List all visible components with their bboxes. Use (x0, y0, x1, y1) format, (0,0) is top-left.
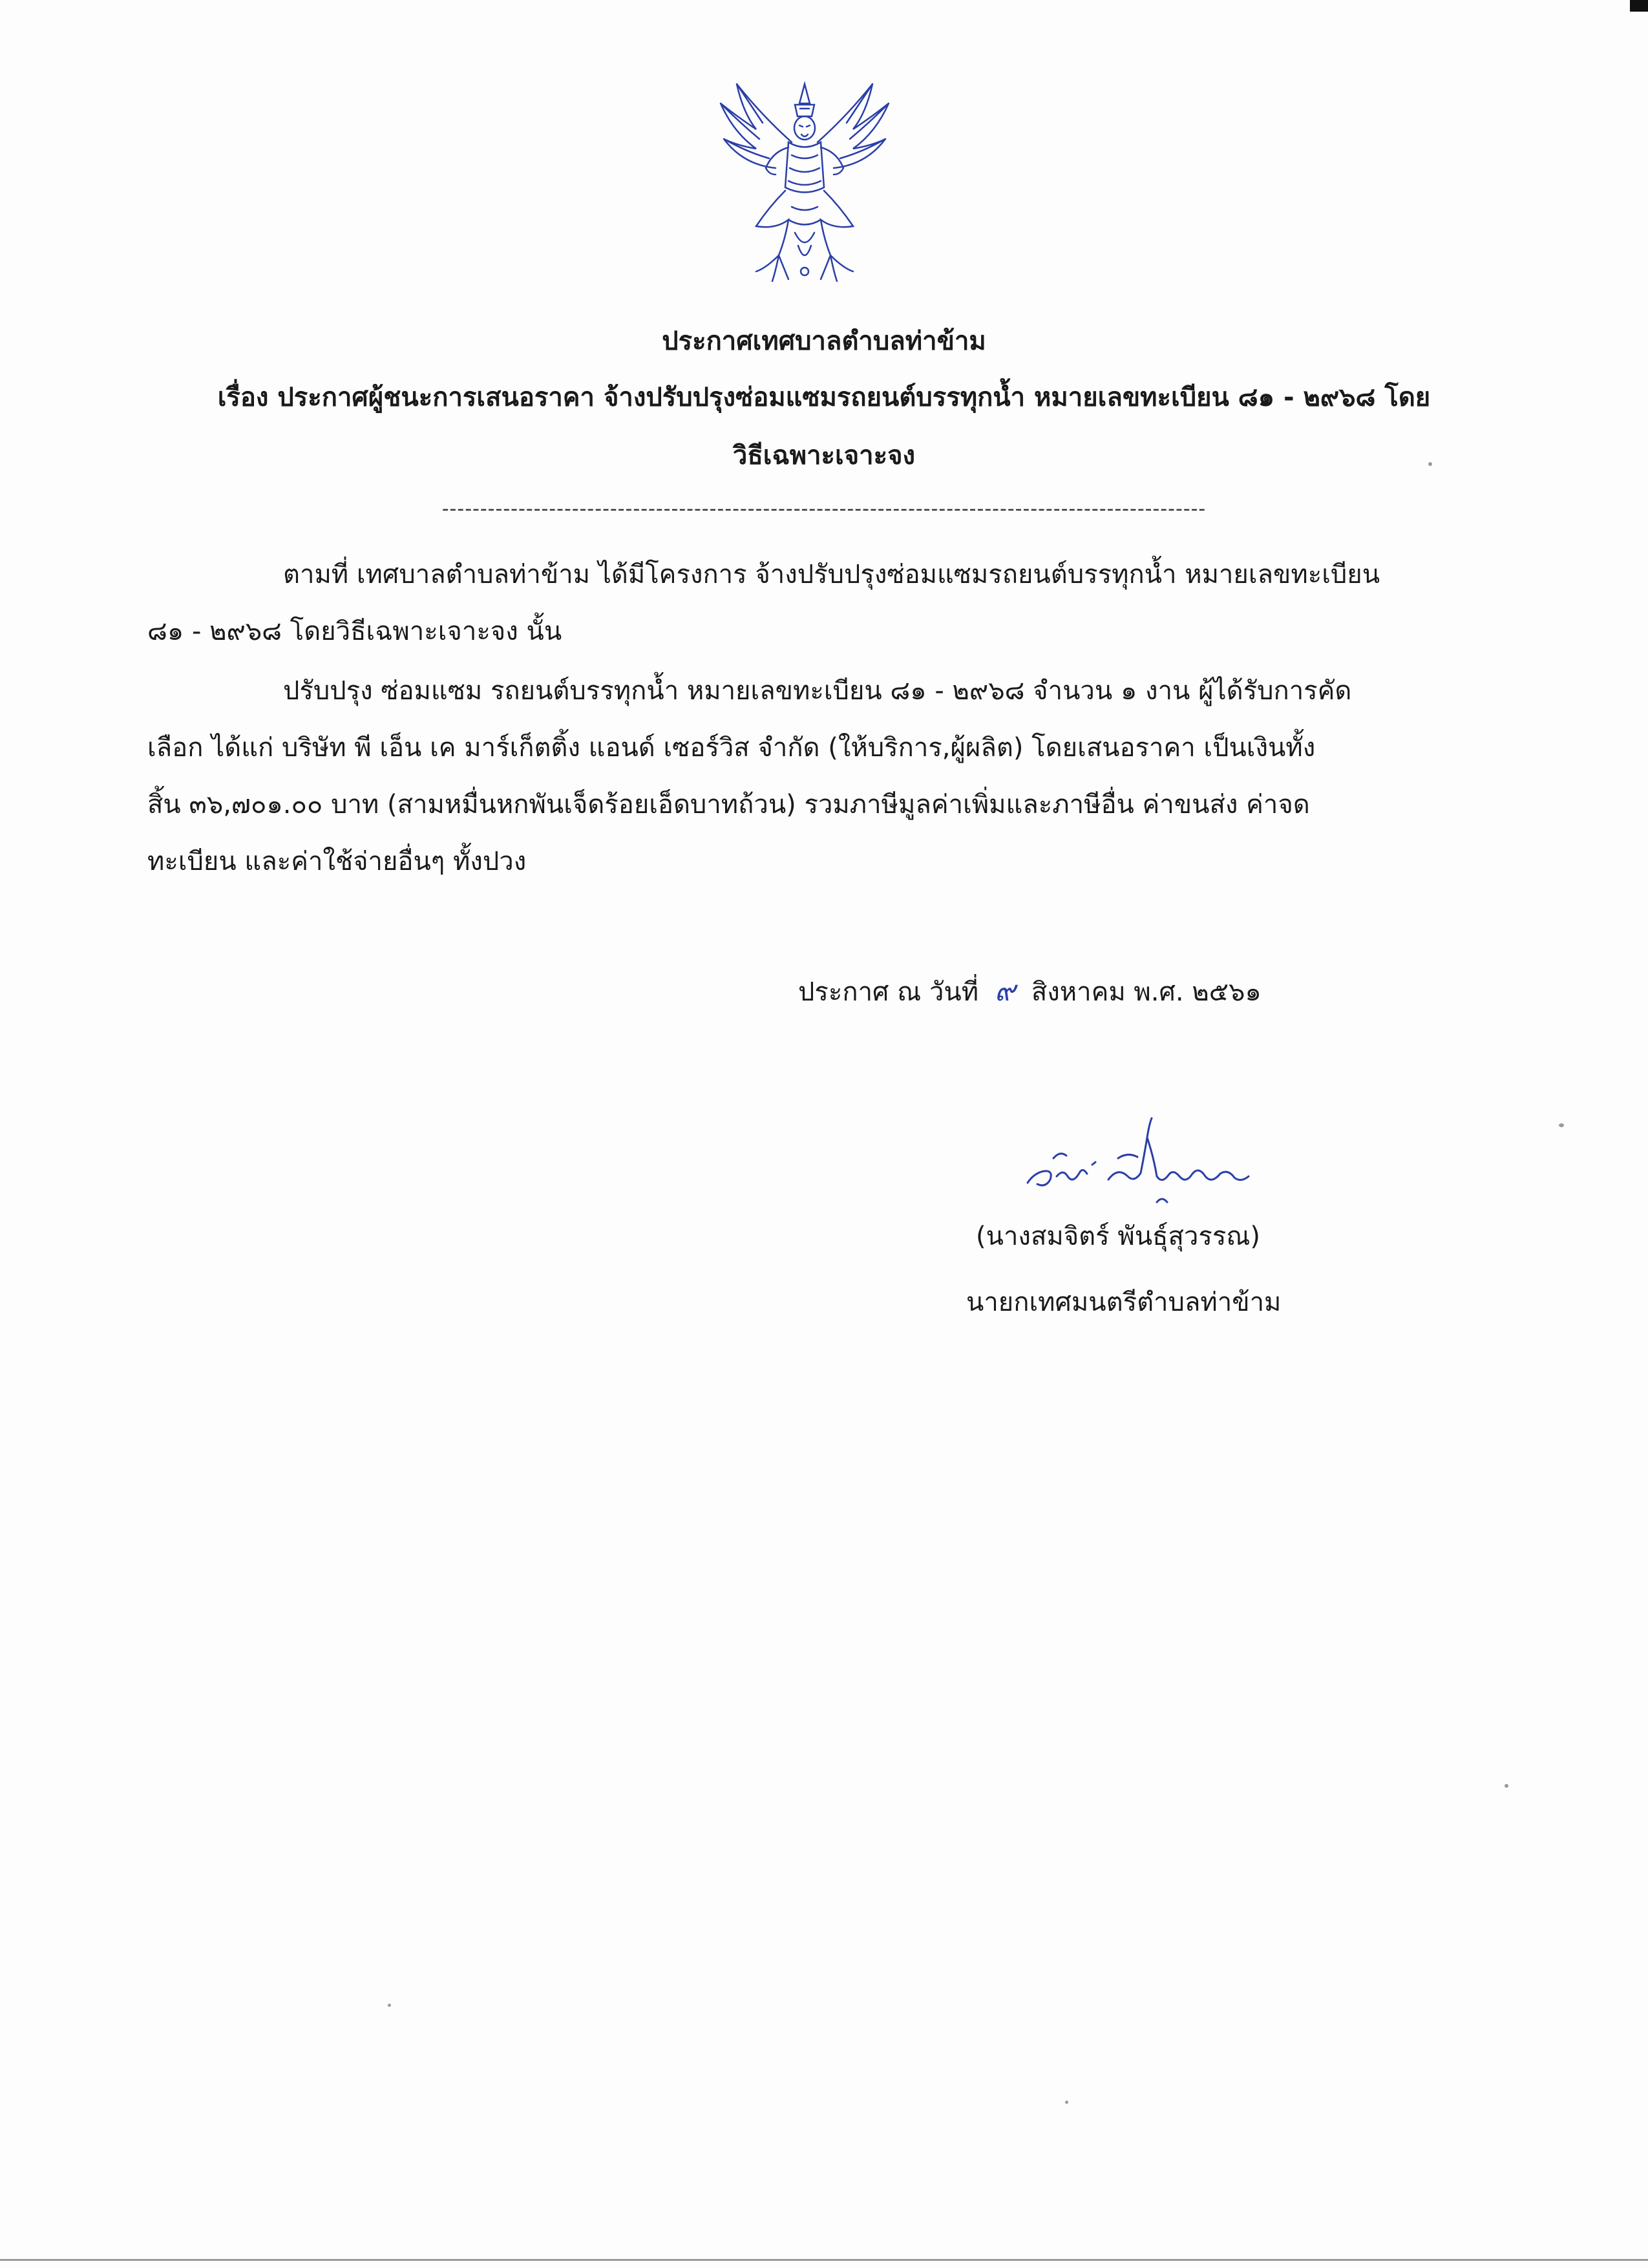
date-prefix: ประกาศ ณ วันที่ (798, 977, 979, 1007)
scan-speck (1505, 1784, 1508, 1788)
scan-speck (1559, 1123, 1564, 1127)
garuda-emblem-icon (711, 78, 898, 297)
date-day-handwritten: ๙ (994, 975, 1016, 1008)
date-suffix: สิงหาคม พ.ศ. ๒๕๖๑ (1031, 977, 1262, 1007)
paragraph-2-line: สิ้น ๓๖,๗๐๑.๐๐ บาท (สามหมื่นหกพันเจ็ดร้อยเอ็ดบาทถ้วน) รวมภาษีมูลค่าเพิ่มและภาษีอื่น ค่าขนส่ง ค่าจด (147, 790, 1310, 820)
paragraph-2-line: เลือก ได้แก่ บริษัท พี เอ็น เค มาร์เก็ตติ้ง แอนด์ เซอร์วิส จำกัด (ให้บริการ,ผู้ผลิต) โดยเสนอราคา เป็นเงินทั้ง (147, 733, 1316, 763)
scan-speck (1428, 462, 1432, 466)
body-paragraph-2 (147, 662, 1440, 890)
announcement-subject-line-2: วิธีเฉพาะเจาะจง (732, 441, 916, 471)
announcement-date (798, 968, 1262, 1013)
paragraph-2-line: ทะเบียน และค่าใช้จ่ายอื่นๆ ทั้งปวง (147, 847, 527, 876)
scan-speck (1065, 2101, 1068, 2104)
signer-position: นายกเทศมนตรีตำบลท่าข้าม (966, 1288, 1282, 1317)
handwritten-signature (1015, 1112, 1267, 1215)
paragraph-1-line: ๘๑ - ๒๙๖๘ โดยวิธีเฉพาะเจาะจง นั้น (147, 617, 562, 646)
paragraph-2-line: ปรับปรุง ซ่อมแซม รถยนต์บรรทุกน้ำ หมายเลขทะเบียน ๘๑ - ๒๙๖๘ จำนวน ๑ งาน ผู้ได้รับการคัด (283, 676, 1352, 706)
body-paragraph-1 (147, 546, 1440, 660)
dashed-divider: ---------------------------------------------------------------------------------------------------- (441, 498, 1207, 520)
signer-name: (นางสมจิตร์ พันธุ์สุวรรณ) (976, 1222, 1261, 1251)
announcement-subject-line-1: เรื่อง ประกาศผู้ชนะการเสนอราคา จ้างปรับปรุงซ่อมแซมรถยนต์บรรทุกน้ำ หมายเลขทะเบียน ๘๑ - ๒๙๖๘ โดย (217, 383, 1431, 412)
announcement-title: ประกาศเทศบาลตำบลท่าข้าม (662, 326, 986, 356)
scan-edge-mark (1630, 0, 1648, 12)
paragraph-1-line: ตามที่ เทศบาลตำบลท่าข้าม ได้มีโครงการ จ้างปรับปรุงซ่อมแซมรถยนต์บรรทุกน้ำ หมายเลขทะเบียน (283, 560, 1380, 589)
scan-speck (388, 2004, 391, 2007)
scan-bottom-edge (0, 2259, 1648, 2261)
